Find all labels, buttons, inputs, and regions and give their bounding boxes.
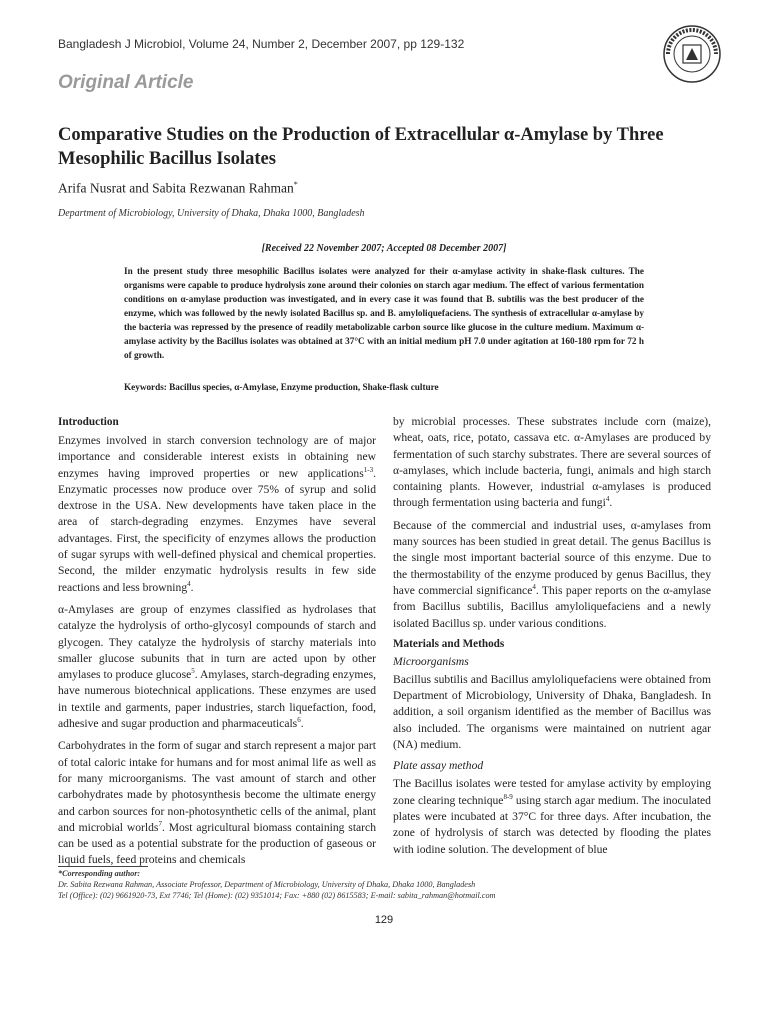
citation: 4 [605,495,610,504]
received-dates: [Received 22 November 2007; Accepted 08 December 2007] [261,243,507,254]
citation: 8-9 [503,792,513,801]
citation: 4 [187,579,191,588]
society-logo [662,24,722,84]
footnote [58,868,718,901]
citation: 7 [158,819,162,828]
journal-citation: Bangladesh J Microbiol, Volume 24, Number 2, December 2007, pp 129-132 [58,37,465,51]
article-type-label: Original Article [58,72,194,93]
paragraph: Carbohydrates in the form of sugar and starch represent a major part of total caloric intake for humans and for most animal life as well as for many microorganisms. The vast amount of starch and other carbohydrates made by photosynthesis become the ultimate energy and carbon sources for non-photosynthetic cells of the animal, plant and microbial worlds$^7$. Most agricultural biomass containing starch can be used as a potential substrate for the production of gaseous or liquid fuels, feed proteins and chemicals [58,739,376,867]
footnote-heading: *Corresponding author: [58,869,141,878]
authors [58,180,298,197]
corresponding-mark: * [293,180,298,189]
methods-heading: Materials and Methods [393,637,505,650]
footnote-line: Dr. Sabita Rezwana Rahman, Associate Professor, Department of Microbiology, University of Dhaka, Dhaka 1000, Bangladesh [58,880,476,889]
footnote-rule [58,866,148,867]
introduction-heading: Introduction [58,416,119,428]
page-number: 129 [374,914,394,926]
keywords: Keywords: Bacillus species, α-Amylase, Enzyme production, Shake-flask culture [124,382,439,392]
citation: 4 [532,583,536,592]
paragraph: by microbial processes. These substrates include corn (maize), wheat, oats, rice, potato, cassava etc. α-Amylases are produced by fermentation of such starchy substrates. There are several sources of α-amylases, which include bacteria, fungi, animals and high starch containing plants. However, industrial α-amylases is produced through fermentation using bacteria and fungi$^4$. [393,415,711,510]
right-column [393,414,711,864]
paragraph: The Bacillus isolates were tested for amylase activity by employing zone clearing technique$^{8-9}$ using starch agar medium. The inoculated plates were incubated at 37°C for three days. After incubation, the zone of hydrolysis of starch was detected by flooding the plates with iodine solution. The development of blue [393,777,711,856]
paragraph: Bacillus subtilis and Bacillus amyloliquefaciens were obtained from Department of Microbiology, University of Dhaka, Bangladesh. In addition, a soil organism identified as the member of Bacillus was also included. The organisms were maintained on nutrient agar (NA) medium. [393,672,711,752]
paragraph: α-Amylases are group of enzymes classified as hydrolases that catalyze the hydrolysis of ortho-glycosyl compounds of starch and glycogen. They catalyze the hydrolysis of starchy materials into smaller glucose subunits that in turn are acted upon by other amylases to produce glucose$^5$. Amylases, starch-degrading enzymes, have numerous biotechnical applications. These enzymes are used in textile and garments, paper industries, starch liquefaction, food, adhesive and sugar production and pharmaceuticals$^6$. [58,602,376,731]
article-title: Comparative Studies on the Production of Extracellular α-Amylase by Three Mesophilic Bacillus Isolates [58,125,664,169]
paragraph: Because of the commercial and industrial uses, α-amylases from many sources has been studied in great detail. The genus Bacillus is the single most important bacterial source of this enzyme. Due to the thermostability of the enzyme produced by genus Bacillus, they have commercial significance$^4$. This paper reports on the α-amylase from Bacillus subtilis, Bacillus amyloliquefaciens and a newly isolated Bacillus sp. under various conditions. [393,518,711,630]
abstract: In the present study three mesophilic Bacillus isolates were analyzed for their α-amylase activity in shake-flask cultures. The organisms were capable to produce hydrolysis zone around their colonies on starch agar medium. The effect of various fermentation conditions on α-amylase production was investigated, and in every case it was found that B. subtilis was the best producer of the enzyme, which was followed by the newly isolated Bacillus sp. and B. amyloliquefaciens. The synthesis of extracellular α-amylase by the bacteria was repressed by the presence of readily metabolizable carbon source like glucose in the culture medium. Maximum α-amylase activity by the Bacillus isolates was obtained at 37°C with an initial medium pH 7.0 under agitation at 160-180 rpm for 72 h of growth. [124,266,644,360]
citation: 6 [297,716,301,725]
paragraph: Enzymes involved in starch conversion technology are of major importance and considerable interest exists in obtaining new enzymes having improved properties or new applications$^{1-3}$. Enzymatic processes now produce over 75% of syrup and solid dextrose in the USA. New developments have taken place in the area of starch-degrading enzymes. Enzymes have several advantages. First, the specificity of enzymes allows the production of sugar syrups with well-defined physical and chemical properties. Second, the milder enzymatic hydrolysis results in few side reactions and less browning$^4$. [58,434,376,594]
left-column [58,414,376,875]
footnote-line: Tel (Office): (02) 9661920-73, Ext 7746; Tel (Home): (02) 9351014; Fax: +880 (02) 8615583; E-mail: sabita_rahman@hotmail.com [58,891,496,900]
plate-assay-subheading: Plate assay method [393,759,484,773]
microorganisms-subheading: Microorganisms [393,654,469,668]
affiliation: Department of Microbiology, University of Dhaka, Dhaka 1000, Bangladesh [58,208,365,219]
citation: 1-3 [363,465,374,474]
citation: 5 [191,667,195,676]
author-names: Arifa Nusrat and Sabita Rezwanan Rahman [58,180,294,196]
